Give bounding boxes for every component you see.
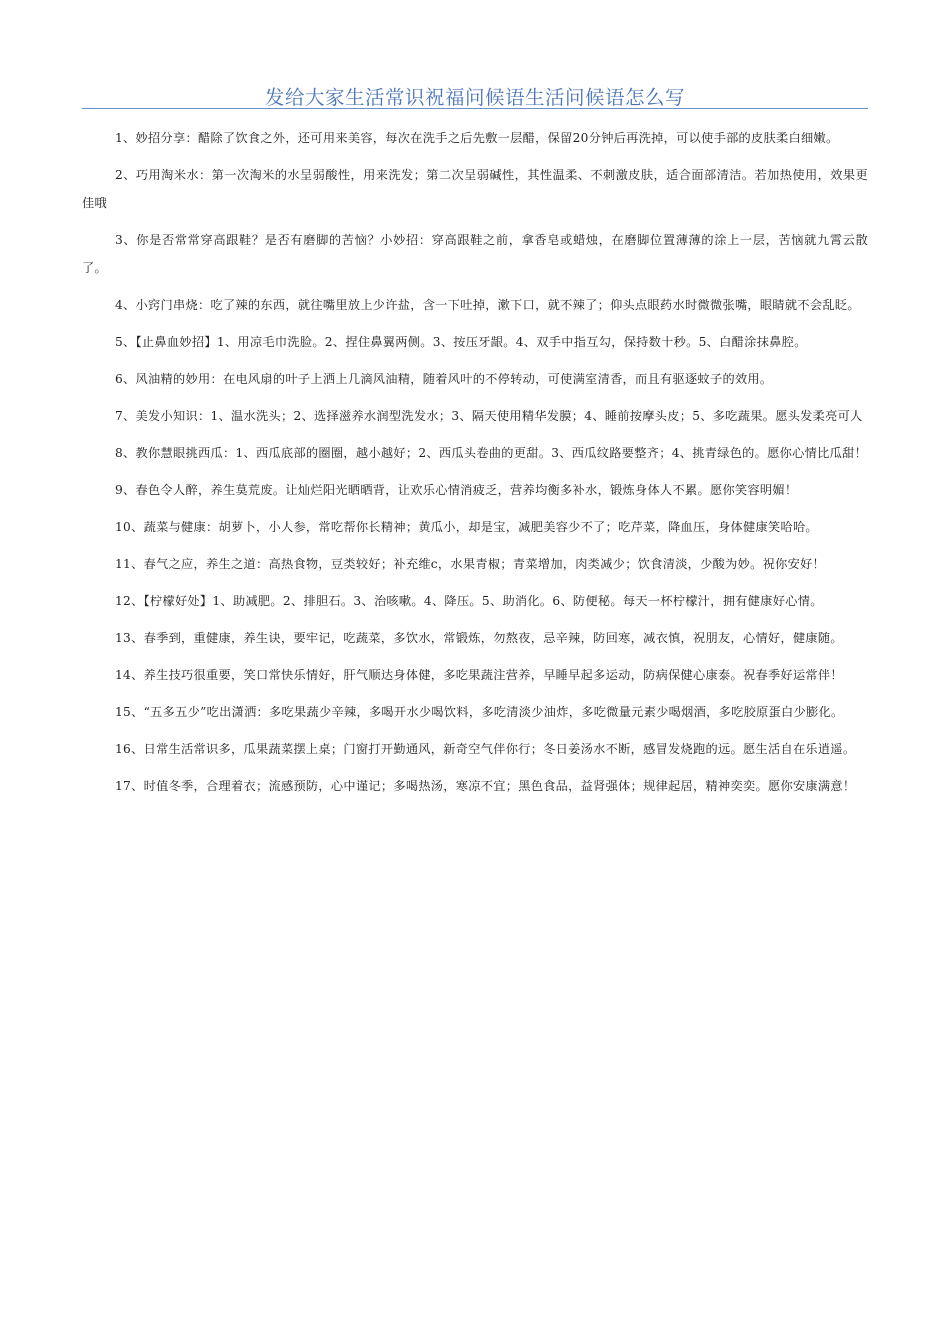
- paragraph-8: 8、教你慧眼挑西瓜：1、西瓜底部的圈圈，越小越好；2、西瓜头卷曲的更甜。3、西瓜纹路要整齐；4、挑青绿色的。愿你心情比瓜甜！: [115, 446, 868, 460]
- paragraph-12: 12、【柠檬好处】1、助减肥。2、排胆石。3、治咳嗽。4、降压。5、助消化。6、防便秘。每天一杯柠檬汁，拥有健康好心情。: [115, 594, 823, 608]
- paragraph-5: 5、【止鼻血妙招】1、用凉毛巾洗脸。2、捏住鼻翼两侧。3、按压牙龈。4、双手中指互勾，保持数十秒。5、白醋涂抹鼻腔。: [115, 335, 807, 349]
- document-body: [82, 124, 868, 809]
- paragraph-3: 3、你是否常常穿高跟鞋？是否有磨脚的苦恼？小妙招：穿高跟鞋之前，拿香皂或蜡烛，在磨脚位置薄薄的涂上一层，苦恼就九霄云散了。: [82, 233, 868, 275]
- paragraph-17: 17、时值冬季，合理着衣；流感预防，心中谨记；多喝热汤，寒凉不宜；黑色食品，益肾强体；规律起居，精神奕奕。愿你安康满意！: [115, 779, 856, 793]
- paragraph-1: 1、妙招分享：醋除了饮食之外，还可用来美容，每次在洗手之后先敷一层醋，保留20分钟后再洗掉，可以使手部的皮肤柔白细嫩。: [115, 131, 839, 145]
- paragraph-14: 14、养生技巧很重要，笑口常快乐情好，肝气顺达身体健，多吃果蔬注营养，早睡早起多运动，防病保健心康泰。祝春季好运常伴！: [115, 668, 843, 682]
- paragraph-6: 6、风油精的妙用：在电风扇的叶子上洒上几滴风油精，随着风叶的不停转动，可使满室清香，而且有驱逐蚊子的效用。: [115, 372, 773, 386]
- document-title: 发给大家生活常识祝福问候语生活问候语怎么写: [264, 86, 685, 109]
- paragraph-2: 2、巧用淘米水：第一次淘米的水呈弱酸性，用来洗发；第二次呈弱碱性，其性温柔、不刺激皮肤，适合面部清洁。若加热使用，效果更佳哦: [82, 168, 868, 210]
- paragraph-11: 11、春气之应，养生之道：高热食物，豆类较好；补充维c，水果青椒；青菜增加，肉类减少；饮食清淡，少酸为妙。祝你安好！: [115, 557, 826, 571]
- title-divider: [82, 108, 868, 109]
- paragraph-16: 16、日常生活常识多，瓜果蔬菜摆上桌；门窗打开勤通风，新奇空气伴你行；冬日姜汤水不断，感冒发烧跑的远。愿生活自在乐逍遥。: [115, 742, 856, 756]
- paragraph-7: 7、美发小知识：1、温水洗头；2、选择滋养水润型洗发水；3、隔天使用精华发膜；4、睡前按摩头皮；5、多吃蔬果。愿头发柔亮可人: [115, 409, 863, 423]
- paragraph-4: 4、小窍门串烧：吃了辣的东西，就往嘴里放上少许盐，含一下吐掉，漱下口，就不辣了；仰头点眼药水时微微张嘴，眼睛就不会乱眨。: [115, 298, 860, 312]
- paragraph-15: 15、“五多五少”吃出潇洒：多吃果蔬少辛辣，多喝开水少喝饮料，多吃清淡少油炸，多吃微量元素少喝烟酒，多吃胶原蛋白少膨化。: [115, 705, 844, 719]
- paragraph-13: 13、春季到，重健康，养生诀，要牢记，吃蔬菜，多饮水，常锻炼，勿熬夜，忌辛辣，防回寒，减衣慎，祝朋友，心情好，健康随。: [115, 631, 843, 645]
- paragraph-9: 9、春色令人醉，养生莫荒废。让灿烂阳光晒晒背，让欢乐心情消疲乏，营养均衡多补水，锻炼身体人不累。愿你笑容明媚！: [115, 483, 798, 497]
- paragraph-10: 10、蔬菜与健康：胡萝卜，小人参，常吃帮你长精神；黄瓜小，却是宝，减肥美容少不了；吃芹菜，降血压，身体健康笑哈哈。: [115, 520, 818, 534]
